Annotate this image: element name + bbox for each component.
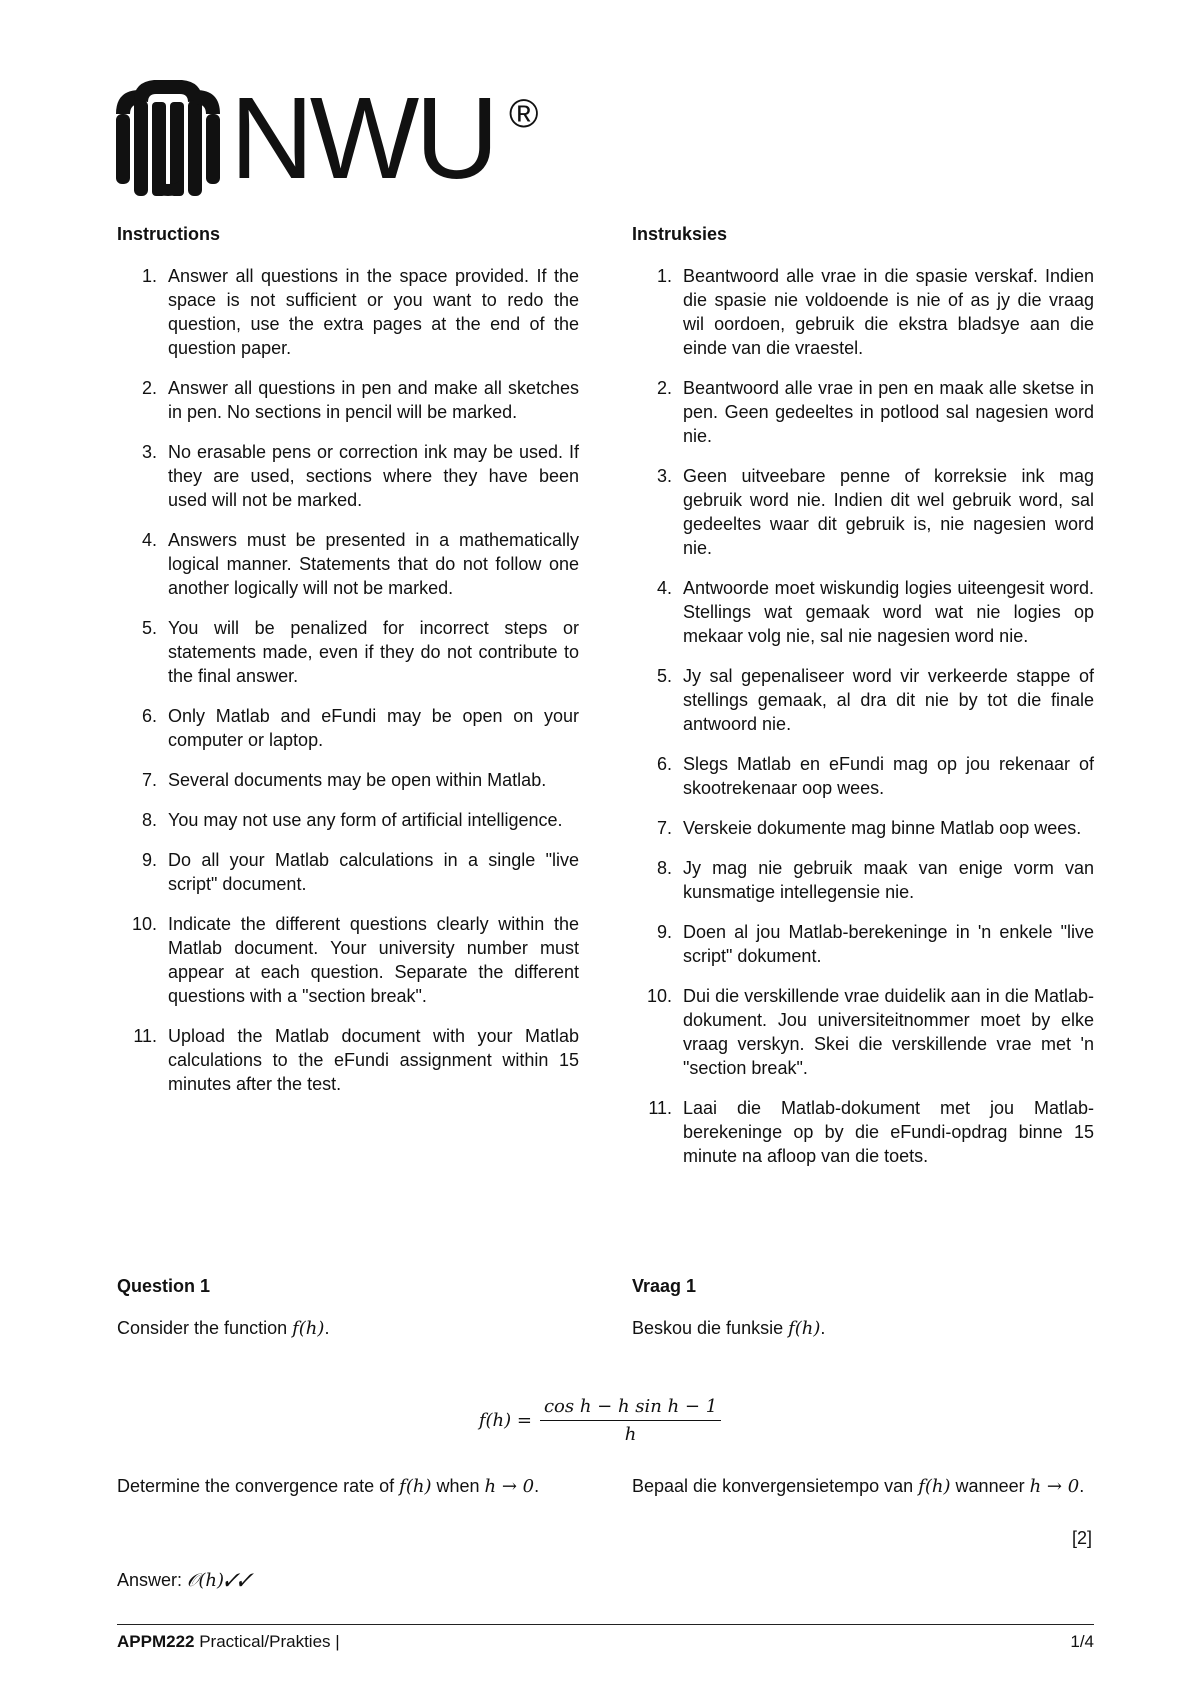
formula	[0, 1396, 1200, 1445]
list-item-text: Only Matlab and eFundi may be open on your computer or laptop.	[168, 706, 579, 750]
function-symbol: f(h)	[918, 1476, 951, 1497]
function-symbol: f(h)	[399, 1476, 432, 1497]
nwu-logo	[116, 73, 539, 203]
list-item-number: 11.	[648, 1098, 672, 1118]
question-prompt-af	[632, 1316, 1094, 1341]
determine-text: Determine the convergence rate of	[117, 1476, 395, 1496]
answer-label: Answer:	[117, 1570, 183, 1590]
limit-expression: h → 0	[1029, 1476, 1080, 1497]
determine-en	[117, 1474, 579, 1499]
page-number: 1/4	[1070, 1632, 1094, 1651]
prompt-end: .	[324, 1318, 330, 1338]
question-heading-af: Vraag 1	[632, 1276, 697, 1296]
list-item-text: Beantwoord alle vrae in pen en maak alle sketse in pen. Geen gedeeltes in potlood sal nagesien word nie.	[683, 378, 1094, 446]
determine-mid: wanneer	[955, 1476, 1025, 1496]
list-item-text: Beantwoord alle vrae in die spasie verskaf. Indien die spasie nie voldoende is nie of as jy die vraag wil oordoen, gebruik die ekstra bladsye aan die einde van die vraestel.	[683, 266, 1094, 358]
list-item-text: Jy sal gepenaliseer word vir verkeerde stappe of stellings gemaak, al dra dit nie by tot die finale antwoord nie.	[683, 666, 1094, 734]
formula-lhs: f(h) =	[478, 1410, 532, 1431]
limit-expression: h → 0	[484, 1476, 535, 1497]
prompt-text: Consider the function	[117, 1318, 288, 1338]
question-af	[632, 1274, 1094, 1341]
list-item-text: Jy mag nie gebruik maak van enige vorm van kunsmatige intellegensie nie.	[683, 858, 1094, 902]
prompt-text: Beskou die funksie	[632, 1318, 784, 1338]
determine-end: .	[1079, 1476, 1085, 1496]
list-item-number: 7.	[141, 770, 157, 790]
list-item	[117, 528, 579, 600]
list-item	[117, 616, 579, 688]
footer-divider	[117, 1624, 1094, 1625]
list-item-number: 11.	[133, 1026, 157, 1046]
formula-denominator: h	[624, 1424, 637, 1445]
list-item	[632, 376, 1094, 448]
determine-end: .	[534, 1476, 540, 1496]
list-item-number: 2.	[656, 378, 672, 398]
instructions-list-af	[632, 264, 1094, 1168]
list-item-number: 4.	[656, 578, 672, 598]
function-symbol: f(h)	[292, 1318, 325, 1339]
footer-course	[117, 1632, 340, 1652]
instructions-list-en	[117, 264, 579, 1096]
list-item	[632, 920, 1094, 968]
answer-line	[117, 1570, 251, 1591]
list-item-number: 9.	[656, 922, 672, 942]
question-en	[117, 1274, 579, 1341]
list-item-text: Doen al jou Matlab-berekeninge in 'n enkele "live script" dokument.	[683, 922, 1094, 966]
list-item-text: Answers must be presented in a mathematically logical manner. Statements that do not follow one another logically will not be marked.	[168, 530, 579, 598]
instructions-heading-en: Instructions	[117, 224, 221, 244]
list-item-text: Antwoorde moet wiskundig logies uiteengesit word. Stellings wat gemaak word wat nie logies op mekaar volg nie, sal nie nagesien word nie.	[683, 578, 1094, 646]
list-item-number: 1.	[656, 266, 672, 286]
list-item-text: Geen uitveebare penne of korreksie ink mag gebruik word nie. Indien dit wel gebruik word, sal gedeeltes waar dit gebruik is, nie nagesien word nie.	[683, 466, 1094, 558]
instructions-heading-af: Instruksies	[632, 224, 728, 244]
list-item	[632, 984, 1094, 1080]
list-item-number: 5.	[656, 666, 672, 686]
list-item	[117, 704, 579, 752]
formula-numerator: cos h − h sin h − 1	[540, 1396, 721, 1421]
list-item-number: 9.	[141, 850, 157, 870]
list-item	[632, 264, 1094, 360]
course-code: APPM222	[117, 1632, 195, 1651]
list-item-number: 2.	[141, 378, 157, 398]
list-item	[632, 464, 1094, 560]
question-prompt-en	[117, 1316, 579, 1341]
prompt-end: .	[820, 1318, 826, 1338]
instructions-en	[117, 222, 579, 1112]
instructions-af	[632, 222, 1094, 1184]
determine-text: Bepaal die konvergensietempo van	[632, 1476, 914, 1496]
nwu-emblem-icon	[116, 80, 220, 196]
list-item-number: 8.	[656, 858, 672, 878]
list-item	[117, 808, 579, 832]
list-item	[117, 768, 579, 792]
list-item-number: 7.	[656, 818, 672, 838]
list-item	[632, 816, 1094, 840]
list-item-text: You may not use any form of artificial intelligence.	[168, 810, 563, 830]
list-item	[117, 264, 579, 360]
list-item-text: Laai die Matlab-dokument met jou Matlab-berekeninge op by die eFundi-opdrag binne 15 minute na afloop van die toets.	[683, 1098, 1094, 1166]
question-heading-en: Question 1	[117, 1276, 211, 1296]
list-item-text: No erasable pens or correction ink may be used. If they are used, sections where they have been used will not be marked.	[168, 442, 579, 510]
list-item-number: 1.	[141, 266, 157, 286]
list-item-number: 3.	[656, 466, 672, 486]
list-item-text: Answer all questions in the space provided. If the space is not sufficient or you want to redo the question, use the extra pages at the end of the question paper.	[168, 266, 579, 358]
list-item	[632, 856, 1094, 904]
logo-wordmark: NWU	[230, 73, 496, 203]
list-item-text: You will be penalized for incorrect steps or statements made, even if they do not contribute to the final answer.	[168, 618, 579, 686]
list-item-number: 10.	[646, 986, 672, 1006]
list-item	[632, 576, 1094, 648]
determine-mid: when	[436, 1476, 480, 1496]
list-item-text: Do all your Matlab calculations in a single "live script" document.	[168, 850, 579, 894]
list-item	[632, 752, 1094, 800]
answer-value: 𝒪(h)✓✓	[187, 1570, 252, 1591]
list-item	[117, 1024, 579, 1096]
list-item-text: Dui die verskillende vrae duidelik aan in die Matlab-dokument. Jou universiteitnommer moet by elke vraag verskyn. Skei die verskillende vrae met 'n "section break".	[683, 986, 1094, 1078]
list-item-number: 4.	[141, 530, 157, 550]
list-item-text: Upload the Matlab document with your Matlab calculations to the eFundi assignment within 15 minutes after the test.	[168, 1026, 579, 1094]
list-item	[632, 1096, 1094, 1168]
list-item-number: 6.	[656, 754, 672, 774]
list-item	[117, 376, 579, 424]
list-item-number: 5.	[141, 618, 157, 638]
list-item	[117, 912, 579, 1008]
registered-mark: ®	[509, 92, 539, 136]
determine-af	[632, 1474, 1094, 1499]
list-item	[632, 664, 1094, 736]
list-item-text: Indicate the different questions clearly within the Matlab document. Your university number must appear at each question. Separate the different questions with a "section break".	[168, 914, 579, 1006]
footer-title: Practical/Prakties |	[194, 1632, 340, 1651]
list-item-text: Slegs Matlab en eFundi mag op jou rekenaar of skootrekenaar oop wees.	[683, 754, 1094, 798]
list-item	[117, 440, 579, 512]
list-item	[117, 848, 579, 896]
list-item-text: Verskeie dokumente mag binne Matlab oop wees.	[683, 818, 1082, 838]
function-symbol: f(h)	[788, 1318, 821, 1339]
list-item-number: 6.	[141, 706, 157, 726]
list-item-text: Several documents may be open within Matlab.	[168, 770, 547, 790]
list-item-number: 3.	[141, 442, 157, 462]
formula-fraction	[540, 1396, 721, 1445]
list-item-number: 10.	[131, 914, 157, 934]
list-item-text: Answer all questions in pen and make all sketches in pen. No sections in pencil will be marked.	[168, 378, 579, 422]
list-item-number: 8.	[141, 810, 157, 830]
question-marks: [2]	[1071, 1528, 1092, 1548]
